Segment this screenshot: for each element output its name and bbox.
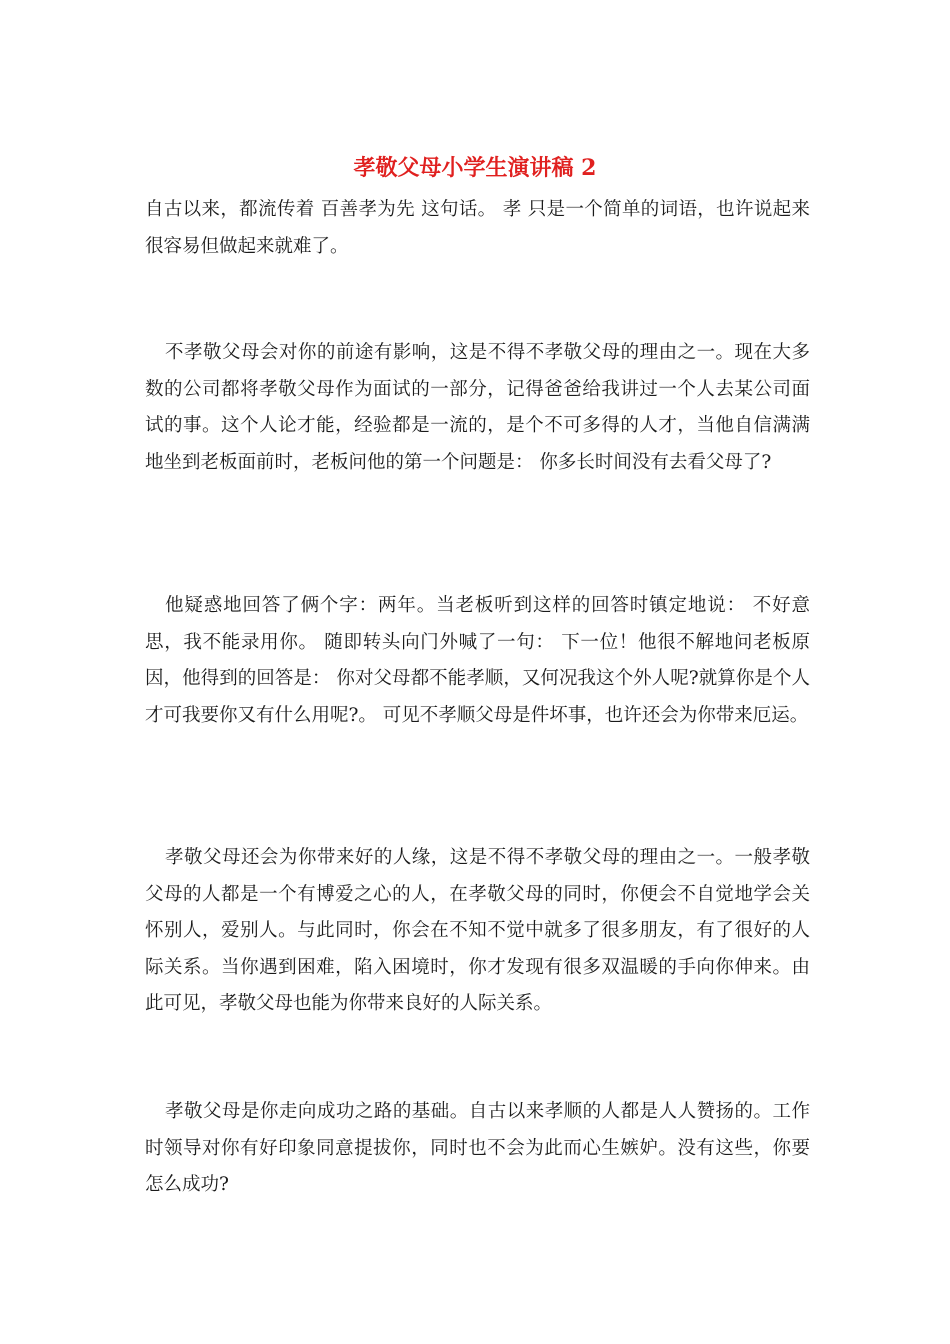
document-title: 孝敬父母小学生演讲稿 2 bbox=[353, 155, 597, 181]
paragraph-success: 孝敬父母是你走向成功之路的基础。自古以来孝顺的人都是人人赞扬的。工作时领导对你有好印象同意提拔你，同时也不会为此而心生嫉妒。没有这些，你要怎么成功? bbox=[145, 1101, 810, 1195]
paragraph-intro: 自古以来，都流传着 百善孝为先 这句话。 孝 只是一个简单的词语，也许说起来很容易但做起来就难了。 bbox=[145, 199, 810, 257]
paragraph-relationships: 孝敬父母还会为你带来好的人缘，这是不得不孝敬父母的理由之一。一般孝敬父母的人都是一个有博爱之心的人，在孝敬父母的同时，你便会不自觉地学会关怀别人，爱别人。与此同时，你会在不知不觉中就多了很多朋友，有了很好的人际关系。当你遇到困难，陷入困境时，你才发现有很多双温暖的手向你伸来。由此可见，孝敬父母也能为你带来良好的人际关系。 bbox=[145, 847, 810, 1014]
paragraph-career: 不孝敬父母会对你的前途有影响，这是不得不孝敬父母的理由之一。现在大多数的公司都将孝敬父母作为面试的一部分，记得爸爸给我讲过一个人去某公司面试的事。这个人论才能，经验都是一流的，是个不可多得的人才，当他自信满满地坐到老板面前时，老板问他的第一个问题是： 你多长时间没有去看父母了? bbox=[145, 342, 810, 473]
paragraph-interview-answer: 他疑惑地回答了俩个字：两年。当老板听到这样的回答时镇定地说： 不好意思，我不能录用你。 随即转头向门外喊了一句： 下一位！他很不解地问老板原因，他得到的回答是： 你对父母都不能孝顺，又何况我这个外人呢?就算你是个人才可我要你又有什么用呢?。 可见不孝顺父母是件坏事，也许还会为你带来厄运。 bbox=[145, 595, 810, 726]
